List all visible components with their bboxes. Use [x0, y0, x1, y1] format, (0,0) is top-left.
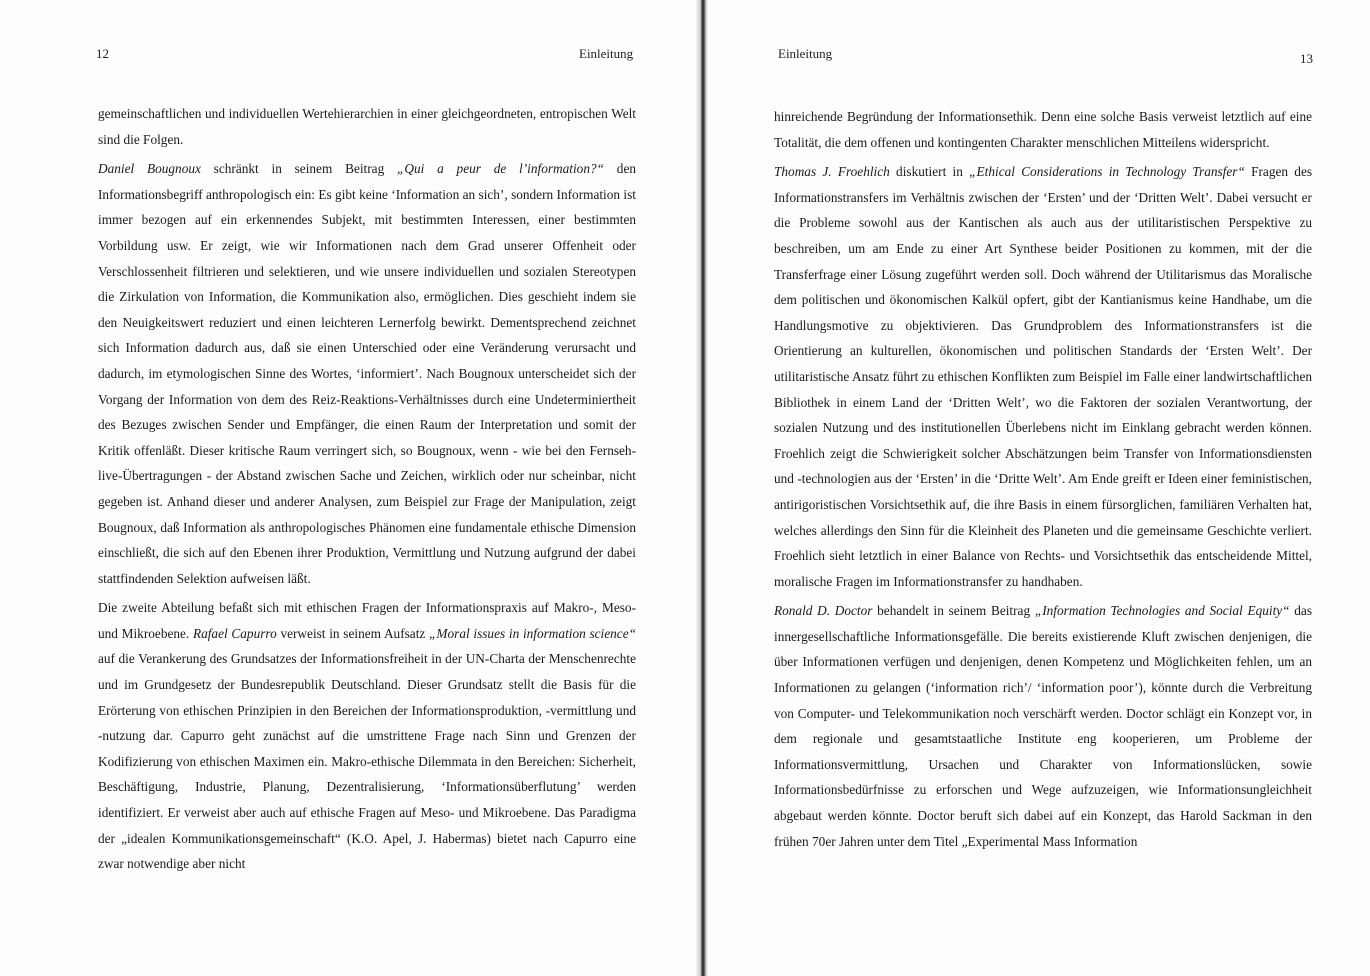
text-run: verweist in seinem Aufsatz	[276, 625, 430, 641]
article-title: „Moral issues in information science“	[429, 625, 636, 641]
text-run: das innergesellschaftliche Informationsgefälle. Die bereits existierende Kluft zwischen denjenigen, die über Informationen verfügen und denjenigen, denen Kompetenz und Möglichkeiten fehlen, um an Informationen zu gelangen (‘information rich’/ ‘information poor’), könnte durch die Verbreitung von Computer- und Telekommunikation noch verschärft werden. Doctor schlägt ein Konzept vor, in dem regionale und gesamtstaatliche Institute eng kooperieren, um Probleme der Informationsvermittlung, Ursachen und Charakter von Informationslücken, sowie Informationsbedürfnisse zu erforschen und Wege aufzuzeigen, wie Informationsungleichheit abgebaut werden könnte. Doctor beruft sich dabei auf ein Konzept, das Harold Sackman in den frühen 70er Jahren unter dem Titel „Experimental Mass Information	[774, 603, 1313, 849]
text-run: gemeinschaftlichen und individuellen Wertehierarchien in einer gleichgeordneten, entropischen Welt sind die Folgen.	[98, 106, 636, 147]
author-name: Thomas J. Froehlich	[774, 164, 890, 180]
text-run: diskutiert in	[889, 164, 970, 180]
author-name: Rafael Capurro	[192, 625, 277, 641]
paragraph	[98, 156, 636, 591]
paragraph	[98, 595, 636, 877]
paragraph	[98, 101, 636, 152]
text-run: den Informationsbegriff anthropologisch ein: Es gibt keine ‘Information an sich’, sondern Information ist immer bezogen auf ein erkennendes Subjekt, mit bestimmten Interessen, einer bestimmten Vorbildung usw. Er zeigt, wie wir Informationen nach dem Grad unserer Offenheit oder Verschlossenheit filtrieren und selektieren, und wie unsere individuellen und sozialen Stereotypen die Zirkulation von Information, die Kommunikation also, ermöglichen. Dies geschieht indem sie den Neuigkeitswert reduziert und einen leichteren Lernerfolg bewirkt. Dementsprechend zeichnet sich Information dadurch aus, daß sie einen Unterschied oder eine Veränderung verursacht und dadurch, im etymologischen Sinne des Wortes, ‘informiert’. Nach Bougnoux unterscheidet sich der Vorgang der Information von dem des Reiz-Reaktions-Verhältnisses durch eine Undeterminiertheit des Bezuges zwischen Sender und Empfänger, die einen Raum der Interpretation und somit der Kritik offenläßt. Dieser kritische Raum verringert sich, so Bougnoux, wenn - wie bei den Fernseh-live-Übertragungen - der Abstand zwischen Sache und Zeichen, wirklich oder nur scheinbar, nicht gegeben ist. Anhand dieser und anderer Analysen, zum Beispiel zur Frage der Manipulation, zeigt Bougnoux, daß Information als anthropologisches Phänomen eine fundamentale ethische Dimension einschließt, die sich auf den Ebenen ihrer Produktion, Vermittlung und Nutzung aufgrund der dabei stattfindenden Selektion aufweisen läßt.	[98, 161, 636, 586]
article-title: „Information Technologies and Social Equity“	[1034, 603, 1290, 619]
author-name: Daniel Bougnoux	[98, 161, 201, 177]
right-body-text	[774, 104, 1312, 854]
left-running-head: Einleitung	[579, 46, 634, 61]
left-page-number: 12	[96, 46, 109, 61]
text-run: behandelt in seinem Beitrag	[872, 603, 1035, 619]
text-run: Die zweite Abteilung befaßt sich mit ethischen Fragen der Informationspraxis auf Makro-, Meso- und Mikroebene.	[98, 600, 636, 641]
left-body-text	[98, 101, 636, 877]
text-run: hinreichende Begründung der Informationsethik. Denn eine solche Basis verweist letztlich auf eine Totalität, die dem offenen und kontingenten Charakter menschlichen Mitteilens widerspricht.	[774, 109, 1312, 150]
text-run: Fragen des Informationstransfers im Verhältnis zwischen der ‘Ersten’ und der ‘Dritten Welt’. Dabei versucht er die Probleme sowohl aus der Kantischen als auch aus der utilitaristischen Perspektive zu beschreiben, um am Ende zu einer Art Synthese beider Positionen zu kommen, mit der die Transferfrage einer Lösung zugeführt werden soll. Doch während der Utilitarismus das Moralische dem politischen und ökonomischen Kalkül opfert, gibt der Kantianismus keine Handhabe, um die Handlungsmotive zu objektivieren. Das Grundproblem des Informationstransfers ist die Orientierung an kulturellen, ökonomischen und politischen Standards der ‘Ersten Welt’. Der utilitaristische Ansatz führt zu ethischen Konflikten zum Beispiel im Falle einer landwirtschaftlichen Bibliothek in einem Land der ‘Dritten Welt’, wo die Faktoren der sozialen Verantwortung, der sozialen Nutzung und des institutionellen Überlebens nicht im Einklang gebracht werden können. Froehlich zeigt die Schwierigkeit solcher Abschätzungen beim Transfer von Informationsdiensten und -technologien aus der ‘Ersten’ in die ‘Dritte Welt’. Am Ende greift er Ideen einer feministischen, antirigoristischen Vorsichtsethik auf, die ihre Basis in einem fürsorglichen, familiären Verhalten hat, welches allerdings den Sinn für die Kleinheit des Planeten und die gemeinsame Geschichte verliert. Froehlich sieht letztlich in einer Balance von Rechts- und Vorsichtsethik das entscheidende Mittel, moralische Fragen im Informationstransfer zu handhaben.	[774, 164, 1313, 589]
book-gutter	[696, 0, 708, 976]
right-page-number: 13	[1300, 51, 1313, 66]
paragraph	[774, 159, 1312, 594]
text-run: schränkt in seinem Beitrag	[200, 161, 397, 177]
right-running-head: Einleitung	[778, 46, 833, 61]
text-run: auf die Verankerung des Grundsatzes der Informationsfreiheit in der UN-Charta der Menschenrechte und im Grundgesetz der Bundesrepublik Deutschland. Dieser Grundsatz stellt die Basis für die Erörterung von ethischen Prinzipien in den Bereichen der Informationsproduktion, -vermittlung und -nutzung dar. Capurro geht zunächst auf die umstrittene Frage nach Sinn und Grenzen der Kodifizierung von ethischen Maximen ein. Makro-ethische Dilemmata in den Bereichen: Sicherheit, Beschäftigung, Industrie, Planung, Dezentralisierung, ‘Informationsüberflutung’ werden identifiziert. Er verweist aber auch auf ethische Fragen auf Meso- und Mikroebene. Das Paradigma der „idealen Kommunikationsgemeinschaft“ (K.O. Apel, J. Habermas) bietet nach Capurro eine zwar notwendige aber nicht	[98, 651, 636, 872]
article-title: „Qui a peur de l’information?“	[397, 161, 605, 177]
right-page	[708, 0, 1370, 976]
paragraph	[774, 104, 1312, 155]
article-title: „Ethical Considerations in Technology Transfer“	[969, 164, 1245, 180]
author-name: Ronald D. Doctor	[774, 603, 873, 619]
paragraph	[774, 598, 1312, 854]
